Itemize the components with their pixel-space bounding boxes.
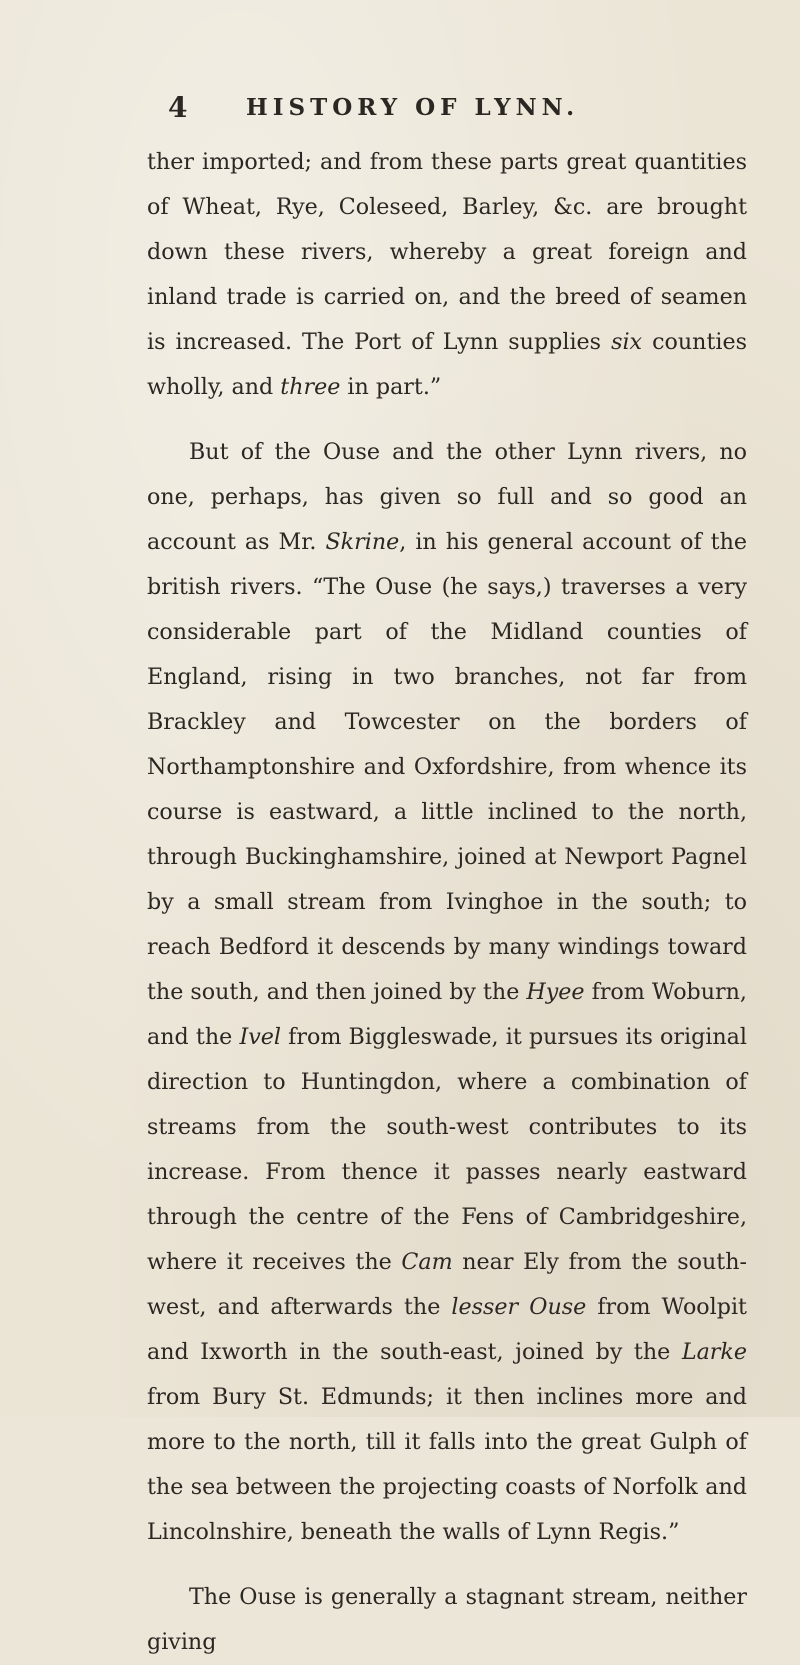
- paragraph-1: ther imported; and from these parts great quantities of Wheat, Rye, Coleseed, Barley, &c. are brought down these rivers, whereby a great foreign and inland trade is carried on, and the breed of seamen is increased. The Port of Lynn supplies six counties wholly, and three in part.”: [147, 149, 747, 400]
- page-number: 4: [168, 91, 188, 124]
- paragraph-3: The Ouse is generally a stagnant stream, neither giving: [147, 1584, 747, 1655]
- paragraph-2: But of the Ouse and the other Lynn rivers, no one, perhaps, has given so full and so good an account as Mr. Skrine, in his general account of the british rivers. “The Ouse (he says,) traverses a very considerable part of the Midland counties of England, rising in two branches, not far from Brackley and Towcester on the borders of Northamptonshire and Oxfordshire, from whence its course is eastward, a little inclined to the north, through Buckinghamshire, joined at Newport Pagnel by a small stream from Ivinghoe in the south; to reach Bedford it descends by many windings toward the south, and then joined by the Hyee from Woburn, and the Ivel from Biggleswade, it pursues its original direction to Huntingdon, where a combination of streams from the south-west contributes to its increase. From thence it passes nearly eastward through the centre of the Fens of Cambridgeshire, where it receives the Cam near Ely from the south-west, and afterwards the lesser Ouse from Woolpit and Ixworth in the south-east, joined by the Larke from Bury St. Edmunds; it then inclines more and more to the north, till it falls into the great Gulph of the sea between the projecting coasts of Norfolk and Lincolnshire, beneath the walls of Lynn Regis.”: [147, 439, 747, 1545]
- page-header: [0, 88, 800, 128]
- running-head: HISTORY OF LYNN.: [246, 94, 580, 121]
- body-text: [147, 140, 747, 1665]
